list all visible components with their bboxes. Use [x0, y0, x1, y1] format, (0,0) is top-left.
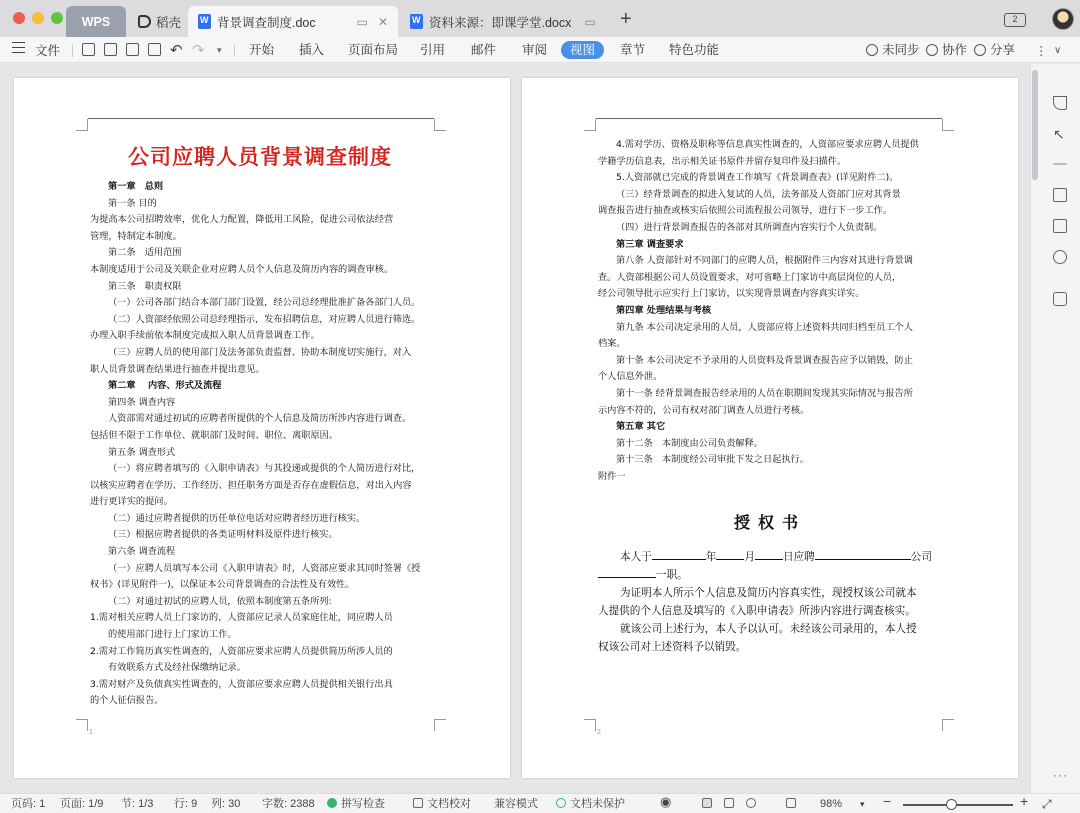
document-line: （二）人资部经依照公司总经理指示，发布招聘信息，对应聘人员进行筛选。: [108, 313, 421, 325]
document-line: 第五条 调查形式: [108, 446, 176, 458]
protection-status[interactable]: [556, 797, 625, 811]
page-corner-mark: [942, 719, 954, 731]
auth-text: 本人于: [620, 551, 652, 563]
export-pdf-icon[interactable]: [104, 43, 117, 56]
lock-icon[interactable]: [1053, 292, 1067, 306]
window-switch-button[interactable]: [1004, 13, 1026, 27]
document-line: 管理，特制定本制度。: [90, 230, 182, 242]
document-line: 第二章 内容、形式及流程: [108, 380, 222, 392]
undo-icon[interactable]: ↶: [170, 42, 183, 59]
tab-review[interactable]: 审阅: [522, 43, 548, 57]
document-line: 进行更详实的提问。: [90, 496, 173, 508]
sync-label: 未同步: [882, 43, 920, 57]
document-line: （三）应聘人员的使用部门及法务部负责监督、协助本制度切实施行，对入: [108, 346, 412, 358]
zoom-level[interactable]: 98%: [820, 798, 843, 810]
share-icon: [974, 44, 986, 56]
document-line: 5.人资部就已完成的背景调查工作填写《背景调查表》(详见附件二)。: [616, 172, 899, 184]
cloud-icon: [866, 44, 878, 56]
history-icon[interactable]: [1053, 250, 1067, 264]
page-indicator[interactable]: 页码: 1: [11, 798, 46, 810]
auth-text: 月: [744, 551, 755, 563]
document-line: 人资部需对通过初试的应聘者所提供的个人信息及简历所涉内容进行调查。: [108, 413, 412, 425]
spell-check-icon: [327, 798, 337, 808]
auth-text: 年: [705, 551, 717, 563]
document-line: （二）对通过初试的应聘人员，依照本制度第五条所列:: [108, 595, 332, 607]
document-line: 经公司领导批示应实行上门家访，以实现背景调查内容真实详实。: [598, 288, 865, 300]
page-view-glyph: [702, 798, 712, 808]
document-line: 示内容不符的，公司有权对部门调查人员进行考核。: [598, 404, 810, 416]
tab-wps-home[interactable]: [66, 6, 126, 37]
document-page-2[interactable]: [522, 78, 1018, 778]
spell-check-label: 拼写检查: [341, 798, 385, 810]
document-proofread-button[interactable]: [413, 797, 471, 811]
document-line: 第十二条 本制度由公司负责解释。: [616, 437, 763, 449]
proofread-icon: [413, 798, 423, 808]
document-line: 个人信息外泄。: [598, 371, 663, 383]
blank-line: [598, 567, 656, 578]
outline-view-icon[interactable]: [724, 797, 738, 811]
avatar[interactable]: [1052, 8, 1074, 30]
page-number: 2: [597, 729, 601, 736]
blank-line: [716, 549, 744, 560]
document-line: 第三章 调查要求: [616, 238, 684, 250]
monitor-icon[interactable]: ▭: [584, 14, 596, 29]
monitor-icon[interactable]: ▭: [356, 14, 368, 29]
auth-line: 权该公司对上述资料予以销毁。: [598, 641, 747, 653]
more-options-icon[interactable]: ⋮: [1035, 43, 1048, 58]
document-line: 包括但不限于工作单位、就职部门及时间、职位、离职原因。: [90, 429, 339, 441]
web-view-glyph: [746, 798, 756, 808]
document-line: 第四章 处理结果与考核: [616, 304, 712, 316]
document-page-1[interactable]: [14, 78, 510, 778]
tab-label: 背景调查制度.doc: [217, 15, 316, 30]
tab-label: WPS: [81, 14, 111, 29]
document-line: 的个人征信报告。: [90, 695, 164, 707]
blank-line: [652, 549, 706, 560]
share-button[interactable]: [974, 41, 1015, 59]
document-line: 档案。: [598, 338, 626, 350]
fullscreen-icon[interactable]: ⤢: [1042, 797, 1052, 811]
collab-label: 协作: [942, 43, 968, 57]
outline-view-glyph: [724, 798, 734, 808]
blank-line: [755, 549, 783, 560]
document-line: 有效联系方式及经社保缴纳记录。: [108, 662, 246, 674]
document-line: （二）通过应聘者提供的历任单位电话对应聘者经历进行核实。: [108, 512, 366, 524]
document-line: 第十三条 本制度经公司审批下发之日起执行。: [616, 454, 809, 466]
divider: [72, 44, 73, 57]
document-line: 4.需对学历、资格及职称等信息真实性调查的，人资部应要求应聘人员提供: [616, 139, 919, 150]
zoom-dropdown-icon[interactable]: ▾: [860, 799, 865, 809]
page-corner-mark: [584, 119, 596, 131]
tab-special-features[interactable]: 特色功能: [669, 43, 720, 57]
tab-chapter[interactable]: 章节: [620, 43, 646, 57]
web-view-icon[interactable]: [746, 797, 760, 811]
document-line: 第八条 人资部针对不同部门的应聘人员，根据附件三内容对其进行背景调: [616, 255, 913, 267]
document-line: （四）进行背景调查报告的各部对其所调查内容实行个人负责制。: [616, 221, 883, 233]
page-1-body: [90, 179, 420, 710]
fit-page-icon[interactable]: [786, 797, 800, 811]
document-line: 第三条 职责权限: [108, 280, 182, 292]
page-corner-mark: [76, 719, 88, 731]
document-workspace[interactable]: [0, 64, 1030, 793]
sync-status-button[interactable]: [866, 41, 920, 59]
compatibility-mode: 兼容模式: [494, 798, 538, 810]
document-line: 以核实应聘者在学历、工作经历、担任职务方面是否存在虚假信息，对出入内容: [90, 479, 412, 491]
auth-line: [598, 548, 942, 566]
document-line: 第十一条 经背景调查报告经录用的人员在职期间发现其实际情况与报告所: [616, 387, 913, 399]
file-menu[interactable]: [35, 41, 60, 59]
word-file-icon: [198, 14, 211, 29]
divider: [234, 44, 235, 57]
zoom-out-button[interactable]: −: [883, 793, 892, 809]
auth-line: [598, 566, 942, 584]
pages-indicator[interactable]: 页面: 1/9: [60, 798, 104, 810]
authorization-title: 授权书: [733, 513, 806, 532]
row-indicator: 行: 9: [174, 798, 198, 810]
image-icon[interactable]: [1053, 188, 1067, 202]
tab-daoke[interactable]: [128, 6, 186, 37]
document-line: 2.需对工作简历真实性调查的，人资部应要求应聘人员提供简历所涉人员的: [90, 645, 393, 657]
document-line: 第四条 调查内容: [108, 396, 176, 408]
auth-line: 为证明本人所示个人信息及简历内容真实性，现授权该公司就本: [620, 587, 917, 599]
vertical-scrollbar[interactable]: [1032, 70, 1038, 180]
settings-icon[interactable]: [1053, 219, 1067, 233]
document-line: 附件一: [598, 470, 626, 482]
spell-check-button[interactable]: [327, 797, 385, 811]
more-tools-icon[interactable]: ···: [1053, 768, 1068, 782]
blank-line: [815, 549, 911, 560]
protection-label: 文档未保护: [570, 798, 625, 810]
maximize-window-button[interactable]: [51, 12, 63, 24]
document-line: 第六条 调查流程: [108, 546, 176, 558]
document-line: 本制度适用于公司及关联企业对应聘人员个人信息及简历内容的调查审核。: [90, 263, 394, 275]
proofread-label: 文档校对: [427, 798, 471, 810]
document-line: 为提高本公司招聘效率，优化人力配置，降低用工风险，促进公司依法经营: [90, 214, 394, 226]
document-line: 第九条 本公司决定录用的人员，人资部应将上述资料共同归档至员工个人: [616, 321, 913, 333]
print-preview-icon[interactable]: [148, 43, 161, 56]
document-line: （一）公司各部门结合本部门部门设置，经公司总经理批准扩备各部门人员。: [108, 297, 421, 309]
document-line: （三）经背景调查的拟进入复试的人员，法务部及人资部门应对其背景: [616, 188, 901, 200]
tab-references[interactable]: 引用: [420, 43, 446, 57]
pen-icon[interactable]: [1053, 96, 1067, 110]
page-corner-mark: [942, 119, 954, 131]
document-title: 公司应聘人员背景调查制度: [128, 144, 392, 169]
document-line: 查。人资部根据公司人员设置要求，对可省略上门家访中高层岗位的人员，: [598, 271, 902, 283]
zoom-slider-track[interactable]: [903, 804, 1013, 806]
share-label: 分享: [990, 43, 1016, 57]
document-line: 办理入职手续前依本制度完成拟入职人员背景调查工作。: [90, 330, 320, 342]
pointer-icon[interactable]: ↖: [1053, 126, 1065, 142]
daoke-icon: [138, 15, 151, 28]
document-line: 的使用部门进行上门家访工作。: [108, 629, 237, 641]
word-count[interactable]: 字数: 2388: [262, 798, 315, 810]
document-line: 第一条 目的: [108, 197, 157, 209]
column-indicator: 列: 30: [211, 798, 241, 810]
page-corner-mark: [584, 719, 596, 731]
document-line: 第十条 本公司决定不予录用的人员资料及背景调查报告应予以销毁，防止: [616, 354, 913, 366]
minimize-window-button[interactable]: [32, 12, 44, 24]
header-rule: [596, 118, 942, 119]
tab-mail[interactable]: 邮件: [471, 43, 497, 57]
document-line: 3.需对财产及负债真实性调查的，人资部应要求应聘人员提供相关银行出具: [90, 678, 393, 690]
document-line: （一）应聘人员填写本公司《入职申请表》时，人资部应要求其同时签署《授: [108, 562, 421, 574]
auth-line: 人提供的个人信息及填写的《入职申请表》所涉内容进行调查核实。: [598, 605, 916, 617]
page-number: 1: [89, 729, 93, 736]
document-line: 权书》(详见附件一)，以保证本公司背景调查的合法性及有效性。: [90, 579, 355, 591]
close-tab-icon[interactable]: ✕: [377, 14, 388, 29]
print-icon[interactable]: [126, 43, 139, 56]
authorization-letter: [598, 502, 942, 656]
tab-document[interactable]: [400, 6, 606, 37]
document-line: （一）将应聘者填写的《入职申请表》与其投递或提供的个人简历进行对比，: [108, 463, 421, 475]
new-tab-button[interactable]: +: [620, 8, 632, 30]
tab-insert[interactable]: 插入: [299, 43, 325, 57]
fit-page-glyph: [786, 798, 796, 808]
collaborate-button[interactable]: [926, 41, 967, 59]
title-bar: [0, 0, 1080, 37]
redo-icon[interactable]: ↷: [192, 42, 205, 59]
section-indicator[interactable]: 节: 1/3: [121, 798, 154, 810]
file-menu-label: 文件: [35, 44, 61, 58]
collapse-ribbon-icon[interactable]: ∨: [1054, 44, 1062, 56]
document-line: 第一章 总则: [108, 181, 164, 192]
status-bar: [0, 793, 1080, 813]
window-count: 2: [1012, 14, 1018, 24]
document-line: 1.需对相关应聘人员上门家访的，人资部应记录人员家庭住址，同应聘人员: [90, 612, 393, 624]
page-corner-mark: [434, 119, 446, 131]
page-corner-mark: [76, 119, 88, 131]
zoom-slider-handle[interactable]: [946, 799, 957, 810]
shield-icon: [556, 798, 566, 808]
auth-text: 日应聘: [782, 551, 815, 563]
tab-label: 稻壳: [156, 15, 182, 30]
tab-view[interactable]: 视图: [561, 41, 604, 59]
close-window-button[interactable]: [13, 12, 25, 24]
zoom-in-button[interactable]: +: [1020, 793, 1029, 809]
tab-page-layout[interactable]: 页面布局: [348, 43, 399, 57]
page-2-body: [598, 137, 919, 485]
tab-document-active[interactable]: [188, 6, 398, 37]
tab-label: 资料来源：即课学堂.docx: [429, 15, 572, 30]
document-line: 第二条 适用范围: [108, 247, 182, 259]
page-corner-mark: [434, 719, 446, 731]
document-line: 第五章 其它: [616, 421, 666, 433]
save-icon[interactable]: [82, 43, 95, 56]
document-line: 学籍学历信息表，出示相关证书原件并留存复印件及扫描件。: [598, 155, 847, 167]
menu-icon[interactable]: [12, 42, 25, 53]
divider-icon: [1053, 163, 1067, 165]
page-view-icon[interactable]: [702, 797, 716, 811]
auth-text: 一职。: [656, 569, 688, 581]
header-rule: [88, 118, 434, 119]
word-file-icon: [410, 14, 423, 29]
user-icon: [926, 44, 938, 56]
document-line: 调查报告进行抽查或核实后依照公司流程报公司领导，进行下一步工作。: [598, 205, 892, 217]
document-line: 职人员背景调查结果进行抽查并提出意见。: [90, 363, 265, 375]
auth-text: 公司: [910, 551, 932, 563]
tab-start[interactable]: 开始: [249, 43, 275, 57]
ribbon-toolbar: [0, 37, 1080, 63]
eye-protection-icon[interactable]: ◉: [660, 794, 672, 809]
chevron-down-icon[interactable]: ▾: [217, 44, 222, 55]
auth-line: 就该公司上述行为，本人予以认可。未经该公司录用的，本人授: [620, 623, 917, 635]
document-line: （三）根据应聘者提供的各类证明材料及原件进行核实。: [108, 529, 338, 541]
